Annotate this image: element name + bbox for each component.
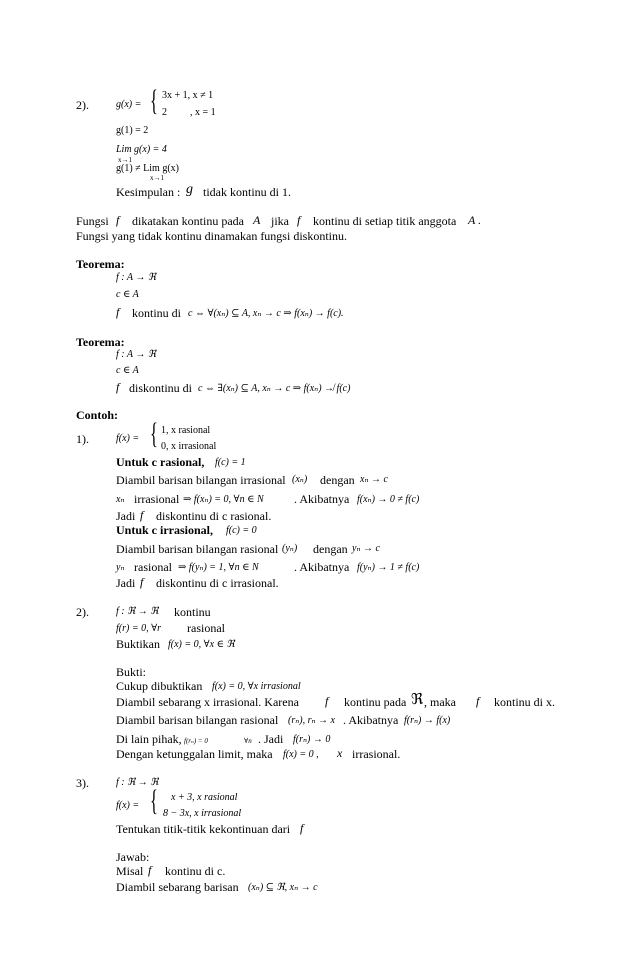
text: jika [271,214,289,228]
subheading: Untuk c irrasional, [116,523,214,537]
text: Jadi [116,509,136,523]
math-line: f : A → ℜ [116,349,156,360]
text: dikatakan kontinu pada [132,214,244,228]
math-symbol: f [140,575,144,589]
formula: c ⇔ ∀(xₙ) ⊆ A, xₙ → c ⇒ f(xₙ) → f(c). [188,308,344,319]
math-symbol: f [297,213,301,227]
math-symbol: g [186,182,193,197]
case-line: 0, x irrasional [161,441,217,452]
math-symbol: A [253,213,261,227]
math-symbol: f [325,694,329,708]
math: ∀n [244,737,252,745]
text: Buktikan [116,637,160,651]
math-value: f(c) = 0 [226,525,257,536]
math: f(x) = 0 , [283,749,319,760]
text: kontinu di setiap titik anggota [313,214,457,228]
text: Fungsi yang tidak kontinu dinamakan fungsi diskontinu. [76,229,347,243]
math-symbol: f [300,821,304,835]
math-symbol: ℜ [411,692,424,708]
math: xₙ [116,494,125,505]
text: Diambil barisan bilangan rasional [116,713,279,727]
text: kontinu di [132,306,182,320]
math: ⇒ f(xₙ) = 0, ∀n ∈ N [183,494,264,505]
text: , maka [424,695,456,709]
math-line: c ∈ A [116,365,139,376]
math: yₙ [116,562,125,573]
math: (yₙ) [282,543,298,554]
text: irrasional [134,492,180,506]
formula: c ⇔ ∃(xₙ) ⊆ A, xₙ → c ⇒ f(xₙ) ↛ f(c) [198,383,351,394]
math: f : ℜ → ℜ [116,777,159,788]
function-definition: g(x) = [116,99,142,110]
conclusion-text: Kesimpulan : [116,185,181,199]
text: Jawab: [116,850,150,864]
text: kontinu di x. [494,695,556,709]
item-number: 2). [76,98,89,112]
limit-subscript: x→1 [150,174,164,182]
math: f(x) = 0, ∀x ∈ ℜ [168,639,235,650]
text: diskontinu di c irrasional. [156,576,279,590]
math-symbol: f [116,213,120,227]
subheading: Untuk c rasional, [116,455,205,469]
math: f(x) = 0, ∀x irrasional [212,681,301,692]
text: irrasional. [352,747,401,761]
math-symbol: A . [468,213,482,227]
case-line: 1, x rasional [161,425,211,436]
math: f(xₙ) → 0 ≠ f(c) [357,494,420,505]
text: diskontinu di c rasional. [156,509,272,523]
item-number: 1). [76,432,89,446]
text: . Akibatnya [294,560,350,574]
text: Diambil barisan bilangan rasional [116,542,279,556]
limit-subscript: x→1 [118,156,132,164]
text: kontinu pada [344,695,407,709]
text: rasional [134,560,172,574]
case-brace: { [150,784,158,817]
math-symbol: f [140,508,144,522]
math: f(rₙ) = 0 [184,737,208,745]
function-definition: f(x) = [116,433,140,444]
math-line: f : A → ℜ [116,272,156,283]
text: Dengan ketunggalan limit, maka [116,747,273,761]
case-line: , x = 1 [190,107,216,118]
text: Misal [116,864,144,878]
math-line: Lim g(x) = 4 [116,144,167,155]
math: yₙ → c [352,543,380,554]
math-symbol: f [116,380,120,394]
math: f(yₙ) → 1 ≠ f(c) [357,562,420,573]
math: (xₙ) [292,474,308,485]
math: ⇒ f(yₙ) = 1, ∀n ∈ N [178,562,259,573]
math-line: g(1) = 2 [116,125,149,136]
text: Tentukan titik-titik kekontinuan dari [116,822,291,836]
math-symbol: f [148,863,152,877]
math: (rₙ), rₙ → x [288,715,335,726]
text: Di lain pihak, [116,732,182,746]
case-brace: { [150,417,158,450]
text: Diambil barisan bilangan irrasional [116,473,286,487]
heading: Teorema: [76,335,125,349]
math: f(r) = 0, ∀r [116,623,162,634]
math-symbol: f [476,694,480,708]
text: . Akibatnya [294,492,350,506]
text: diskontinu di [129,381,193,395]
text: Cukup dibuktikan [116,679,203,693]
math: (xₙ) ⊆ ℜ, xₙ → c [248,882,318,893]
text: Diambil sebarang x irrasional. Karena [116,695,299,709]
function-definition: f(x) = [116,800,140,811]
math: f(rₙ) → f(x) [404,715,451,726]
heading: Teorema: [76,257,125,271]
math: xₙ → c [360,474,388,485]
text: Bukti: [116,665,147,679]
math-line: g(1) ≠ Lim g(x) [116,163,179,174]
math-symbol: f [116,305,120,319]
conclusion-text: tidak kontinu di 1. [203,185,291,199]
math: f(rₙ) → 0 [293,734,331,745]
case-line: 2 [162,107,167,118]
text: kontinu di c. [165,864,226,878]
text: Jadi [116,576,136,590]
text: dengan [320,473,355,487]
math-line: c ∈ A [116,289,139,300]
text: Fungsi [76,214,109,228]
item-number: 3). [76,776,89,790]
heading: Contoh: [76,408,119,422]
text: rasional [187,621,225,635]
case-brace: { [150,84,158,117]
text: . Jadi [258,732,284,746]
text: kontinu [174,605,211,619]
item-number: 2). [76,605,89,619]
case-line: 8 − 3x, x irrasional [163,808,242,819]
math: f : ℜ → ℜ [116,606,159,617]
text: dengan [313,542,348,556]
math-symbol: x [337,746,343,760]
case-line: 3x + 1, x ≠ 1 [162,90,214,101]
case-line: x + 3, x rasional [171,792,238,803]
text: . Akibatnya [343,713,399,727]
text: Diambil sebarang barisan [116,880,239,894]
math-value: f(c) = 1 [215,457,246,468]
